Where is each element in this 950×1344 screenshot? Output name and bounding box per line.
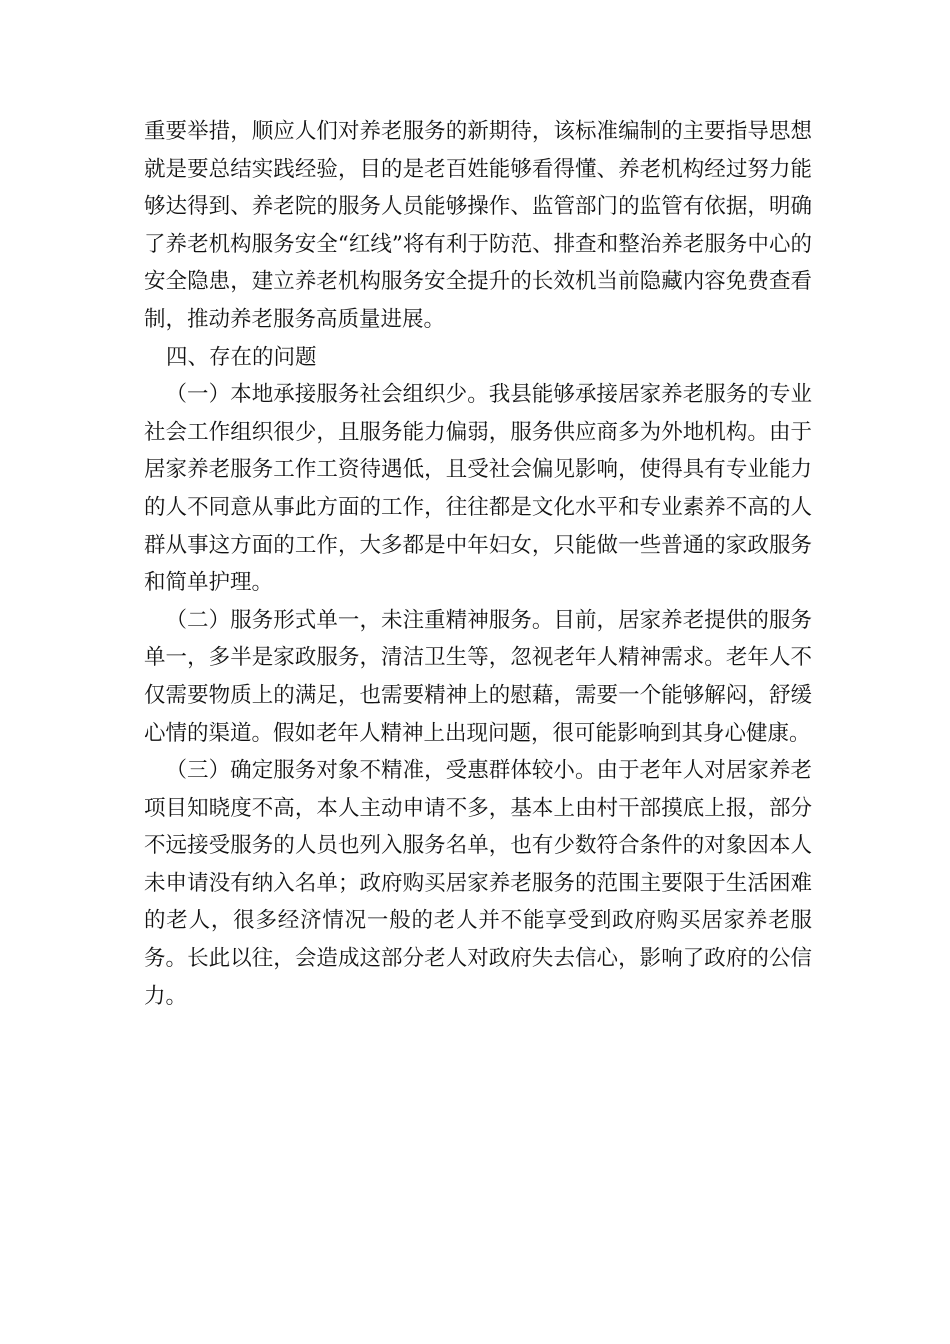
paragraph-continuation: 重要举措，顺应人们对养老服务的新期待，该标准编制的主要指导思想就是要总结实践经验，目的是老百姓能够看得懂、养老机构经过努力能够达得到、养老院的服务人员能够操作、监管部门的监管有依据，明确了养老机构服务安全“红线”将有利于防范、排查和整治养老服务中心的安全隐患，建立养老机构服务安全提升的长效机当前隐藏内容免费查看制，推动养老服务高质量进展。 [144, 119, 812, 332]
paragraph-issue-1: （一）本地承接服务社会组织少。我县能够承接居家养老服务的专业社会工作组织很少，且服务能力偏弱，服务供应商多为外地机构。由于居家养老服务工作工资待遇低，且受社会偏见影响，使得具有专业能力的人不同意从事此方面的工作，往往都是文化水平和专业素养不高的人群从事这方面的工作，大多都是中年妇女，只能做一些普通的家政服务和简单护理。 [144, 382, 812, 596]
paragraph-issue-2: （二）服务形式单一，未注重精神服务。目前，居家养老提供的服务单一，多半是家政服务，清洁卫生等，忽视老年人精神需求。老年人不仅需要物质上的满足，也需要精神上的慰藉，需要一个能够解闷，舒缓心情的渠道。假如老年人精神上出现问题，很可能影响到其身心健康。 [144, 607, 812, 746]
document-body [144, 113, 812, 1015]
section-heading-issues: 四、存在的问题 [166, 344, 317, 370]
paragraph-issue-3: （三）确定服务对象不精准，受惠群体较小。由于老年人对居家养老项目知晓度不高，本人主动申请不多，基本上由村干部摸底上报，部分不远接受服务的人员也列入服务名单，也有少数符合条件的对象因本人未申请没有纳入名单；政府购买居家养老服务的范围主要限于生活困难的老人，很多经济情况一般的老人并不能享受到政府购买居家养老服务。长此以往，会造成这部分老人对政府失去信心，影响了政府的公信力。 [144, 758, 812, 1009]
